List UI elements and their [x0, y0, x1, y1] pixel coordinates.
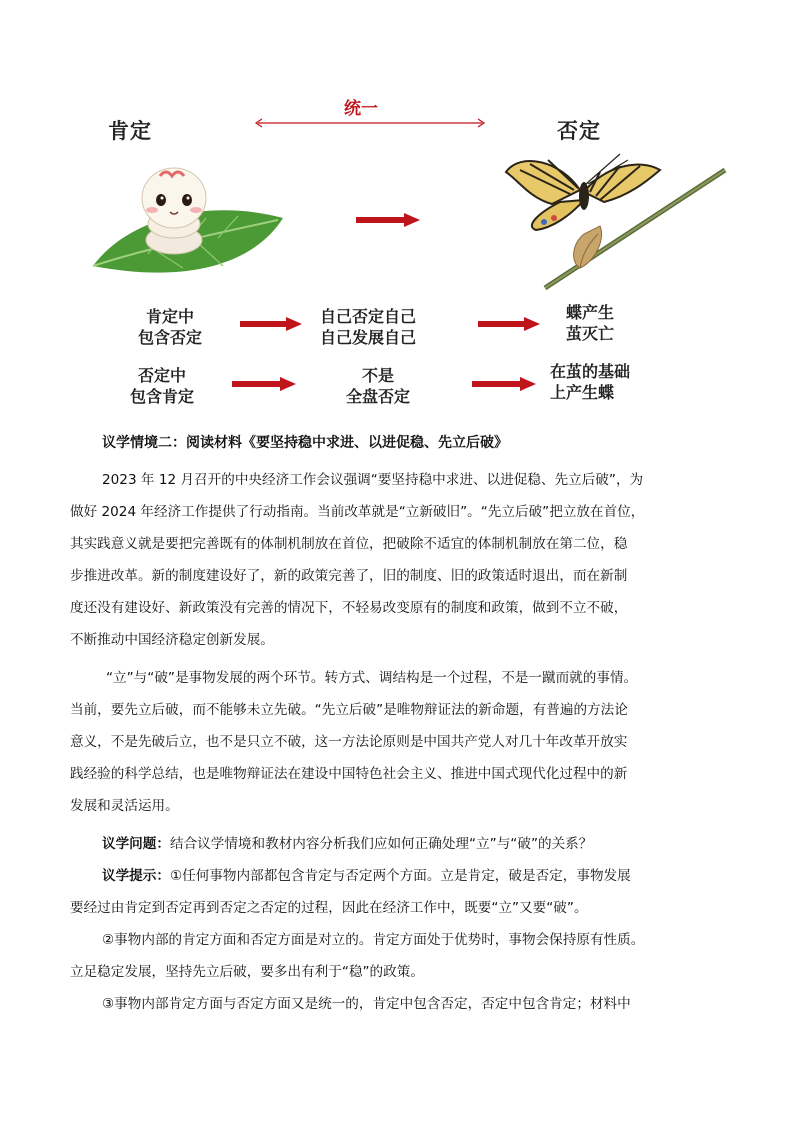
- row1-left-text: 肯定中 包含否定: [138, 307, 203, 347]
- cocoon-icon: [560, 222, 610, 272]
- label-negate: 否定: [557, 119, 601, 143]
- label-unity: 统一: [344, 99, 378, 119]
- row1-right-text: 蝶产生 茧灭亡: [566, 303, 615, 343]
- para2-line-3: 意义，不是先破后立，也不是只立不破，这一方法论原则是中国共产党人对几十年改革开放实: [70, 734, 628, 750]
- material-paragraph-1: [70, 464, 722, 656]
- para2-line-5: 发展和灵活运用。: [70, 798, 179, 814]
- row2-left-text: 否定中 包含肯定: [130, 366, 195, 406]
- situation-title-rest: 阅读材料《要坚持稳中求进、以进促稳、先立后破》: [186, 435, 508, 451]
- unity-double-arrow: [250, 116, 490, 130]
- hint1-second: 要经过由肯定到否定再到否定之否定的过程，因此在经济工作中，既要“立”又要“破”。: [70, 900, 588, 916]
- question-text: 结合议学情境和教材内容分析我们应如何正确处理“立”与“破”的关系？: [169, 836, 593, 852]
- para1-line-5: 度还没有建设好、新政策没有完善的情况下，不轻易改变原有的制度和政策，做到不立不破，: [70, 600, 628, 616]
- para1-line-6: 不断推动中国经济稳定创新发展。: [70, 632, 274, 648]
- transition-arrow: [356, 213, 420, 227]
- label-affirm: 肯定: [108, 119, 152, 143]
- question-lead: 议学问题：: [102, 836, 170, 852]
- hint1-first: ①任何事物内部都包含肯定与否定两个方面。立是肯定，破是否定，事物发展: [169, 868, 631, 884]
- situation-title-lead: 议学情境二：: [102, 435, 186, 451]
- butterfly-icon: [500, 152, 670, 232]
- material-paragraph-2: [70, 662, 722, 822]
- question-block: [102, 828, 722, 860]
- row2-arrow-1: [232, 377, 296, 391]
- hint3-line-1: ③事物内部肯定方面与否定方面又是统一的，肯定中包含否定，否定中包含肯定；材料中: [102, 996, 631, 1012]
- para1-line-2: 做好 2024 年经济工作提供了行动指南。当前改革就是“立新破旧”。“先立后破”把立放在首位，: [70, 504, 645, 520]
- para1-line-3: 其实践意义就是要把完善既有的体制机制放在首位，把破除不适宜的体制机制放在第二位，稳: [70, 536, 628, 552]
- situation-title: [102, 432, 508, 452]
- para1-line-4: 步推进改革。新的制度建设好了，新的政策完善了，旧的制度、旧的政策适时退出，而在新制: [70, 568, 628, 584]
- row2-arrow-2: [472, 377, 536, 391]
- row1-arrow-2: [478, 317, 540, 331]
- para1-line-1: 2023 年 12 月召开的中央经济工作会议强调“要坚持稳中求进、以进促稳、先立后破”，为: [102, 472, 644, 488]
- hint2-line-2: 立足稳定发展，坚持先立后破，要多出有利于“稳”的政策。: [70, 964, 424, 980]
- para2-line-2: 当前，要先立后破，而不能够未立先破。“先立后破”是唯物辩证法的新命题，有普遍的方法论: [70, 702, 628, 718]
- hint-lead: 议学提示：: [102, 868, 170, 884]
- row2-mid-text: 不是 全盘否定: [346, 366, 411, 406]
- row1-mid-text: 自己否定自己 自己发展自己: [320, 307, 417, 347]
- row1-arrow-1: [240, 317, 302, 331]
- para2-line-1: “立”与“破”是事物发展的两个环节。转方式、调结构是一个过程，不是一蹴而就的事情。: [106, 670, 638, 686]
- hint-block: [70, 860, 722, 1020]
- row2-right-text: 在茧的基础 上产生蝶: [550, 362, 631, 402]
- cartoon-larva-icon: [130, 158, 220, 258]
- hint2-line-1: ②事物内部的肯定方面和否定方面是对立的。肯定方面处于优势时，事物会保持原有性质。: [102, 932, 645, 948]
- para2-line-4: 践经验的科学总结，也是唯物辩证法在建设中国特色社会主义、推进中国式现代化过程中的新: [70, 766, 628, 782]
